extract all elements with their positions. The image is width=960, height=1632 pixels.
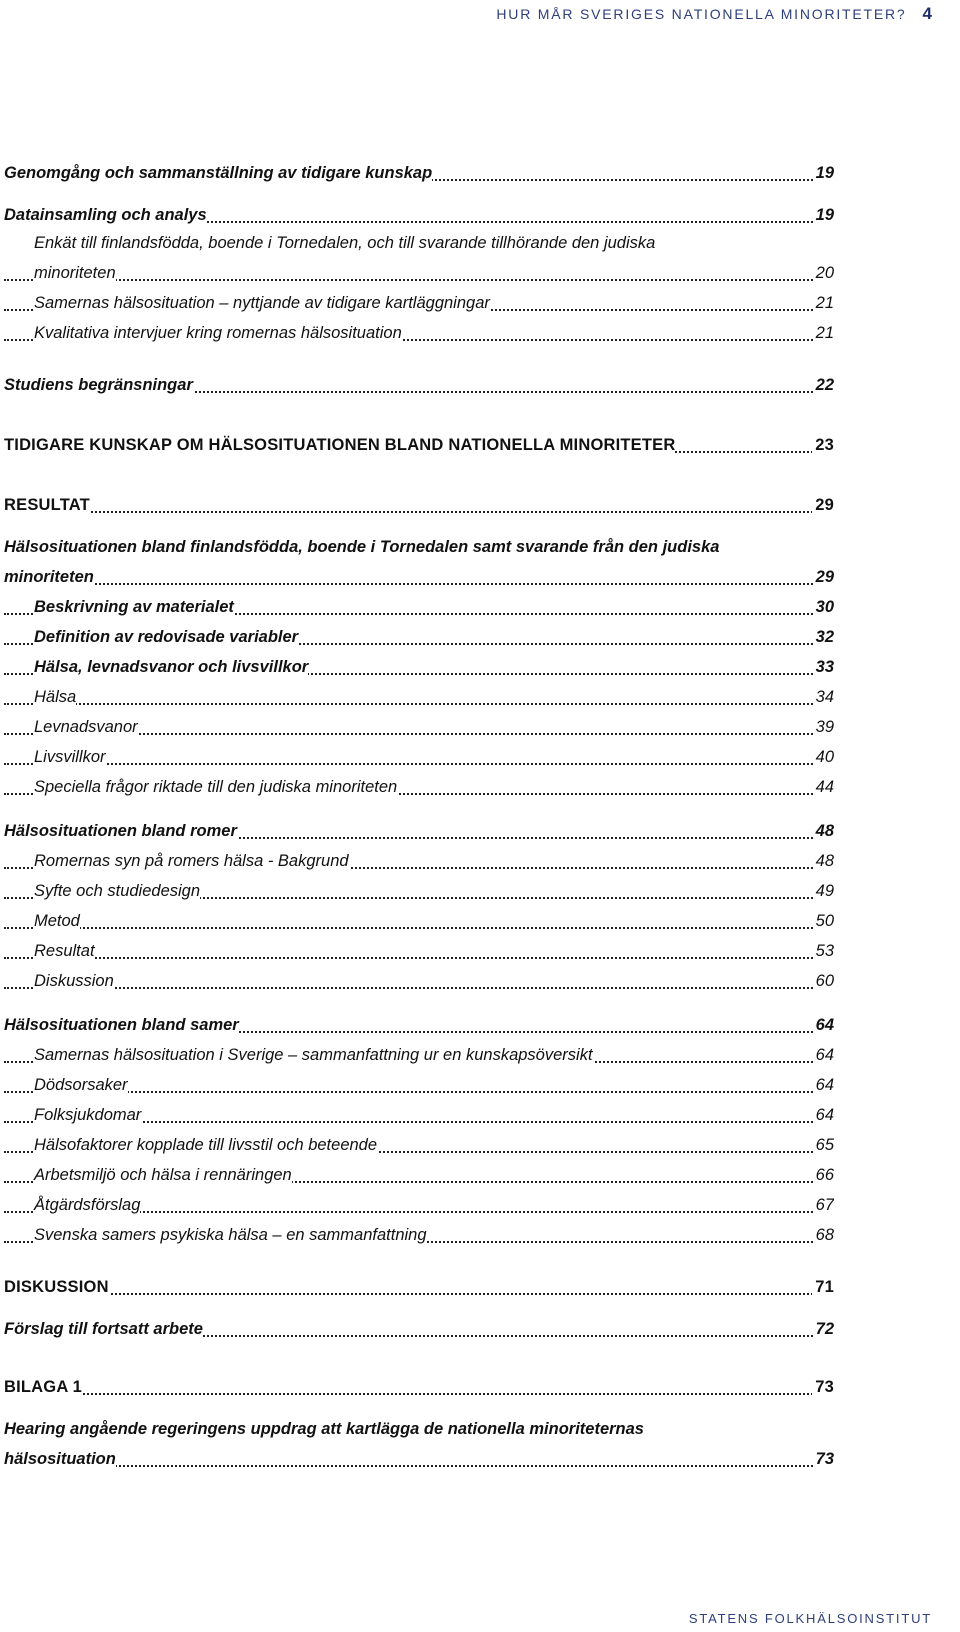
toc-entry-page: 65 [813,1130,834,1160]
toc-entry-page: 29 [812,490,834,520]
leader-dots [4,277,816,281]
toc-entry[interactable] [4,200,834,230]
leader-dots [4,761,816,765]
leader-dots [4,701,816,705]
toc-entry[interactable] [4,1414,834,1474]
toc-entry-page: 50 [813,906,834,936]
toc-entry-page: 22 [813,370,834,400]
toc-entry[interactable] [4,1010,834,1040]
toc-entry-page: 49 [813,876,834,906]
toc-entry[interactable] [4,158,834,188]
toc-entry[interactable] [4,228,834,288]
toc-entry-page: 44 [813,772,834,802]
toc-entry-label: Folksjukdomar [34,1106,142,1124]
toc-entry[interactable] [4,1040,834,1070]
toc-entry[interactable] [4,430,834,460]
toc-entry-page: 48 [813,816,834,846]
toc-entry[interactable] [4,318,834,348]
toc-entry-label: Dödsorsaker [34,1076,128,1094]
toc-entry-label: Studiens begränsningar [4,376,193,394]
leader-dots [4,1463,816,1467]
running-title: HUR MÅR SVERIGES NATIONELLA MINORITETER? [496,6,907,22]
toc-entry[interactable] [4,1070,834,1100]
toc-entry-label: Hälsosituationen bland romer [4,822,237,840]
toc-entry-label: Hälsa, levnadsvanor och livsvillkor [34,658,309,676]
toc-entry-label: Kvalitativa intervjuer kring romernas hälsosituation [34,324,402,342]
page-footer: STATENS FOLKHÄLSOINSTITUT [688,1611,932,1626]
toc-entry[interactable] [4,772,834,802]
toc-entry-page: 71 [812,1272,834,1302]
toc-entry[interactable] [4,846,834,876]
toc-entry[interactable] [4,876,834,906]
toc-entry[interactable] [4,532,834,592]
toc-entry[interactable] [4,906,834,936]
toc-entry[interactable] [4,1100,834,1130]
toc-entry-page: 48 [813,846,834,876]
toc-entry-label: RESULTAT [4,496,90,514]
toc-entry-label: Levnadsvanor [34,718,138,736]
toc-entry-label: Hälsosituationen bland finlandsfödda, boende i Tornedalen samt svarande från den judiska [4,538,720,556]
toc-entry-label: Speciella frågor riktade till den judiska minoriteten [34,778,398,796]
toc-entry-label: Syfte och studiedesign [34,882,201,900]
toc-entry-page: 23 [812,430,834,460]
toc-entry-label: minoriteten [4,568,94,586]
toc-entry-page: 29 [813,562,834,592]
toc-entry-page: 40 [813,742,834,772]
toc-entry-label: Datainsamling och analys [4,206,207,224]
toc-entry-page: 21 [813,288,834,318]
toc-entry-label: Hälsa [34,688,77,706]
toc-entry-page: 64 [813,1100,834,1130]
toc-entry[interactable] [4,490,834,520]
toc-entry[interactable] [4,288,834,318]
toc-entry-label: hälsosituation [4,1450,116,1468]
toc-entry-label: Genomgång och sammanställning av tidigare kunskap [4,164,433,182]
toc-entry-page: 33 [813,652,834,682]
toc-entry-label: DISKUSSION [4,1278,109,1296]
toc-entry-label: Diskussion [34,972,114,990]
toc-entry-label: Förslag till fortsatt arbete [4,1320,203,1338]
leader-dots [4,1291,816,1295]
toc-entry-label: Romernas syn på romers hälsa - Bakgrund [34,852,349,870]
toc-entry[interactable] [4,652,834,682]
toc-entry-label: Definition av redovisade variabler [34,628,299,646]
toc-entry-page: 19 [813,158,834,188]
toc-entry[interactable] [4,1160,834,1190]
toc-entry-label: Enkät till finlandsfödda, boende i Tornedalen, och till svarande tillhörande den judiska [34,234,656,252]
toc-entry-label: Beskrivning av materialet [34,598,234,616]
toc-entry[interactable] [4,1220,834,1250]
toc-entry-page: 53 [813,936,834,966]
toc-entry[interactable] [4,742,834,772]
toc-entry[interactable] [4,966,834,996]
toc-entry-label: minoriteten [34,264,116,282]
toc-entry[interactable] [4,1314,834,1344]
toc-entry[interactable] [4,592,834,622]
toc-entry[interactable] [4,1190,834,1220]
toc-entry[interactable] [4,1130,834,1160]
toc-entry[interactable] [4,712,834,742]
toc-entry-page: 66 [813,1160,834,1190]
toc-entry-page: 60 [813,966,834,996]
toc-entry-label: Samernas hälsosituation i Sverige – sammanfattning ur en kunskapsöversikt [34,1046,593,1064]
toc-entry-label: Svenska samers psykiska hälsa – en sammanfattning [34,1226,427,1244]
toc-entry-label: Åtgärdsförslag [34,1196,141,1214]
toc-entry-page: 32 [813,622,834,652]
toc-entry-label: Samernas hälsosituation – nyttjande av tidigare kartläggningar [34,294,490,312]
toc-entry-page: 19 [813,200,834,230]
toc-entry-label: Livsvillkor [34,748,106,766]
toc-entry-page: 64 [813,1040,834,1070]
toc-entry-page: 64 [813,1070,834,1100]
leader-dots [4,925,816,929]
leader-dots [4,955,816,959]
toc-entry-page: 34 [813,682,834,712]
leader-dots [4,985,816,989]
toc-entry-page: 73 [812,1372,834,1402]
toc-entry-page: 68 [813,1220,834,1250]
toc-entry-label: Resultat [34,942,95,960]
toc-entry-label: Hälsosituationen bland samer [4,1016,239,1034]
toc-entry-page: 21 [813,318,834,348]
toc-entry-label: TIDIGARE KUNSKAP OM HÄLSOSITUATIONEN BLAND NATIONELLA MINORITETER [4,436,676,454]
toc-entry-page: 72 [813,1314,834,1344]
toc-entry[interactable] [4,622,834,652]
toc-entry-page: 64 [813,1010,834,1040]
page-number: 4 [922,4,932,23]
toc-entry-page: 39 [813,712,834,742]
leader-dots [4,581,816,585]
toc-entry[interactable] [4,816,834,846]
toc-entry[interactable] [4,1272,834,1302]
toc-entry[interactable] [4,936,834,966]
toc-entry-label: BILAGA 1 [4,1378,82,1396]
toc-entry-label: Hearing angående regeringens uppdrag att kartlägga de nationella minoriteternas [4,1420,644,1438]
toc-entry-page: 67 [813,1190,834,1220]
toc-entry-page: 73 [813,1444,834,1474]
toc-entry[interactable] [4,682,834,712]
toc-entry-page: 30 [813,592,834,622]
toc-entry[interactable] [4,370,834,400]
toc-entry[interactable] [4,1372,834,1402]
leader-dots [4,1391,816,1395]
leader-dots [4,509,816,513]
toc-entry-page: 20 [813,258,834,288]
toc-entry-label: Arbetsmiljö och hälsa i rennäringen [34,1166,292,1184]
toc-entry-label: Metod [34,912,80,930]
toc-entry-label: Hälsofaktorer kopplade till livsstil och beteende [34,1136,378,1154]
